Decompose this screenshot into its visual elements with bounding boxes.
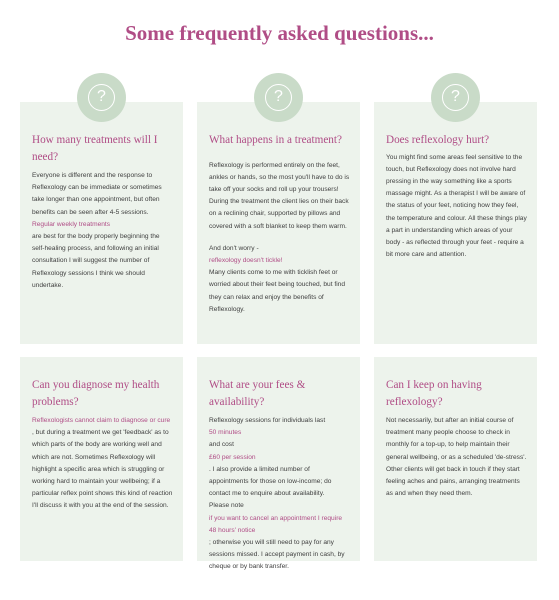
faq-answer <box>209 415 350 574</box>
faq-card-fees <box>197 357 360 571</box>
faq-question: Does reflexology hurt? <box>386 134 490 146</box>
question-badge <box>431 73 480 122</box>
question-mark-icon: ? <box>88 84 115 111</box>
faq-answer-highlight: 50 minutes <box>209 429 242 437</box>
faq-answer-text: Everyone is different and the response to Reflexology can be immediate or sometimes take longer than one appointment, but often benefits can be seen after 4-5 sessions. <box>32 172 162 216</box>
faq-card-does-it-hurt <box>374 102 537 344</box>
faq-question: Can you diagnose my health problems? <box>32 379 160 408</box>
faq-card-diagnose <box>20 357 183 561</box>
faq-answer-highlight: £60 per session <box>209 453 256 461</box>
faq-card-what-happens <box>197 102 360 344</box>
question-mark-icon: ? <box>442 84 469 111</box>
question-badge <box>77 73 126 122</box>
faq-answer-text: Please note <box>209 502 244 510</box>
faq-answer <box>32 170 173 292</box>
faq-answer-text: Not necessarily, but after an initial course of treatment many people choose to check in monthly for a top-up, to help maintain their general wellbeing, or as a scheduled 'de-stress'. Other clients will get back in touch if they start feeling aches and pains, arranging treatments as and when they need them. <box>386 417 527 498</box>
faq-answer <box>209 160 350 316</box>
faq-question: What happens in a treatment? <box>209 134 342 146</box>
faq-question: What are your fees & availability? <box>209 379 306 408</box>
faq-card-treatments <box>20 102 183 344</box>
faq-answer-text: ; otherwise you will still need to pay for any sessions missed. I accept payment in cash, by cheque or by bank transfer. <box>209 539 345 571</box>
question-badge <box>254 73 303 122</box>
question-mark-icon: ? <box>265 84 292 111</box>
faq-answer-text: Reflexology is performed entirely on the feet, ankles or hands, so the most you'll have to do is take off your socks and roll up your trousers! During the treatment the client lies on their back on a reclining chair, supported by pillows and covered with a soft blanket to keep them warm. <box>209 161 350 230</box>
faq-answer-highlight: Regular weekly treatments <box>32 220 111 228</box>
faq-question: How many treatments will I need? <box>32 134 158 163</box>
faq-answer-text: are best for the body properly beginning the self-healing process, and following an initial consultation I will suggest the number of Reflexology sessions I think we should undertake. <box>32 233 160 289</box>
faq-answer-text: And don't worry - <box>209 244 259 252</box>
faq-answer-text: . I also provide a limited number of appointments for those on low-income; do contact me to enquire about availability. <box>209 465 332 498</box>
faq-answer <box>386 415 527 500</box>
faq-answer-highlight: Reflexologists cannot claim to diagnose or cure <box>32 417 171 424</box>
faq-question: Can I keep on having reflexology? <box>386 379 482 408</box>
faq-answer-text: and cost <box>209 441 234 449</box>
page-title: Some frequently asked questions... <box>125 21 434 45</box>
faq-answer-text: , but during a treatment we get 'feedback' as to which parts of the body are working well and which are not. Sometimes Reflexology will highlight a specific area which is struggling or working hard to maintain your wellbeing; if a particular reflex point shows this kind of reaction I'll discuss it with you at the end of the session. <box>32 429 173 510</box>
faq-answer <box>32 415 173 513</box>
faq-answer-text: Many clients come to me with ticklish feet or worried about their feet being touched, but find they can relax and enjoy the benefits of Reflexology. <box>209 269 345 313</box>
faq-answer-text: You might find some areas feel sensitive to the touch, but Reflexology does not involve hard pressing in the way something like a sports massage might. As a therapist I will be aware of the status of your feet, noticing how they feel, the temperature and colour. All these things play a part in understanding which areas of your body - as reflected through your feet - require a bit more care and attention. <box>386 153 527 259</box>
faq-answer-highlight: reflexology doesn't tickle! <box>209 256 283 264</box>
faq-answer-text: Reflexology sessions for individuals last <box>209 417 326 424</box>
faq-answer <box>386 152 527 262</box>
faq-answer-highlight: if you want to cancel an appointment I require 48 hours' notice <box>209 514 343 534</box>
faq-card-keep-having <box>374 357 537 561</box>
